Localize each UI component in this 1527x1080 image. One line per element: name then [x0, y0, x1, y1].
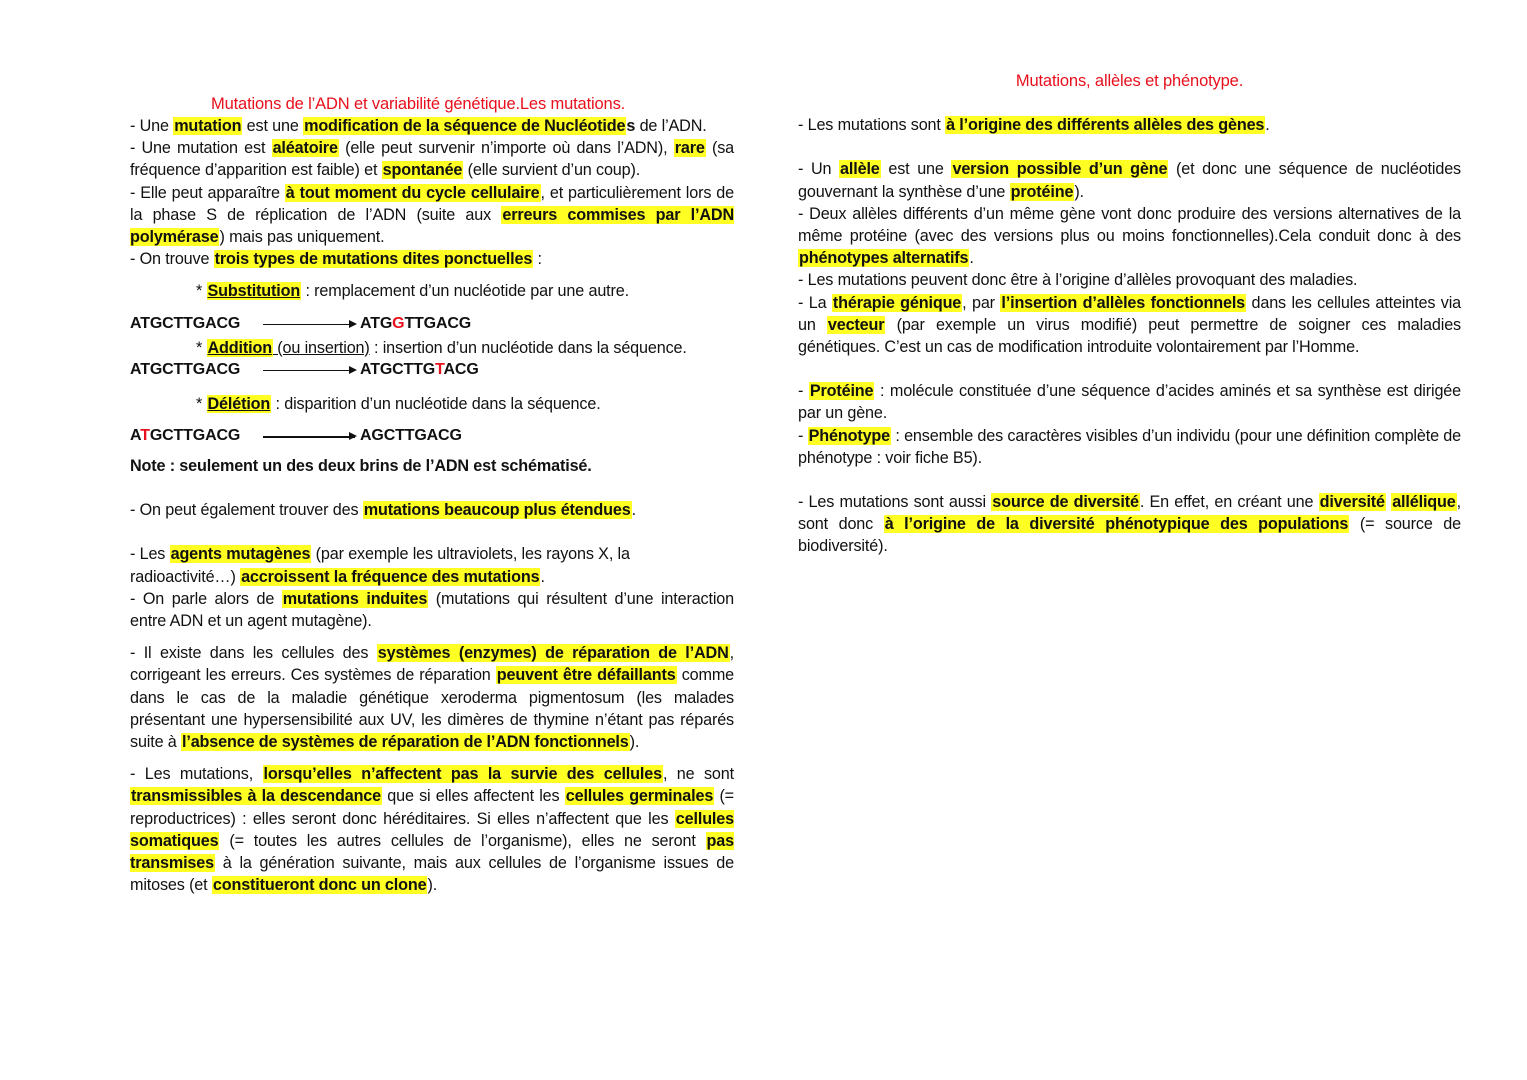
text-run: : ensemble des caractères visibles d’un individu (pour une définition complète de phénotype : voir fiche B5). — [798, 426, 1461, 467]
text-run: . En effet, en créant une — [1139, 493, 1319, 512]
text-run: - — [798, 426, 808, 445]
text-run: ) mais pas uniquement. — [219, 228, 385, 247]
mutation-type-name: Addition — [207, 338, 272, 357]
highlighted-term: spontanée — [382, 161, 463, 180]
paragraph-r8 — [798, 491, 1461, 558]
highlighted-term: mutations induites — [282, 589, 428, 608]
mutation-type-desc: : disparition d’un nucléotide dans la séquence. — [271, 394, 601, 413]
mutated-base: T — [435, 360, 444, 378]
left-intro-paragraphs — [130, 115, 734, 270]
highlighted-term: lorsqu’elles n’affectent pas la survie des cellules — [263, 765, 662, 784]
highlighted-term: à tout moment du cycle cellulaire — [285, 183, 540, 202]
paragraph-r4 — [798, 269, 1461, 291]
text-run: (sa fréquence d’apparition est faible) et — [130, 139, 735, 180]
paragraph-p3 — [130, 182, 734, 249]
text-run: AGCTTGACG — [360, 427, 462, 445]
text-run: - Les mutations, — [130, 765, 263, 784]
text-run: ATG — [360, 314, 393, 332]
text-run: (et donc une séquence de nucléotides gouvernant la synthèse d’une — [798, 160, 1461, 201]
text-run: (elle survient d’un coup). — [463, 161, 641, 180]
paragraph-p9 — [130, 763, 734, 896]
text-run: A — [130, 427, 141, 445]
mutation-type-1: * Addition (ou insertion) : insertion d’un nucléotide dans la séquence. — [196, 338, 687, 357]
highlighted-term: allélique — [1392, 493, 1456, 512]
text-run: - On trouve — [130, 250, 214, 269]
left-more-paragraphs — [130, 477, 734, 896]
paragraph-r6 — [798, 380, 1461, 424]
arrow-right-icon — [263, 436, 355, 438]
text-run: (elle peut survenir n’importe où dans l’ADN), — [338, 139, 674, 158]
highlighted-term: à l’origine des différents allèles des gènes — [946, 116, 1265, 135]
paragraph-r1 — [798, 114, 1461, 136]
text-run: : molécule constituée d’une séquence d’acides aminés et sa synthèse est dirigée par un gène. — [798, 382, 1462, 423]
highlighted-term: mutations beaucoup plus étendues — [363, 501, 631, 520]
paragraph-r7 — [798, 425, 1461, 469]
text-run: (par exemple les ultraviolets, les rayons X, la radioactivité…) — [130, 545, 630, 586]
text-run: de l’ADN. — [635, 117, 707, 135]
highlighted-term: Protéine — [809, 382, 874, 401]
text-run: (mutations qui résultent d’une interaction entre ADN et un agent mutagène). — [130, 589, 734, 631]
mutated-base: G — [392, 314, 405, 332]
text-run: , et particulièrement lors de la phase S de réplication de l’ADN (suite aux — [130, 183, 734, 224]
mutation-type-desc: : insertion d’un nucléotide dans la séquence. — [369, 338, 687, 357]
text-run: - — [798, 382, 809, 401]
paragraph-p5 — [130, 499, 734, 521]
text-run: que si elles affectent les — [382, 787, 565, 806]
highlighted-term: modification de la séquence de Nucléotide — [304, 117, 626, 135]
right-section-title: Mutations, allèles et phénotype. — [1015, 72, 1244, 90]
text-run: ). — [427, 876, 438, 895]
text-run: est une — [880, 160, 952, 179]
right-paragraphs — [798, 114, 1461, 557]
text-run: est une — [242, 117, 304, 135]
sequence-example — [130, 313, 734, 337]
mutation-types-list — [130, 270, 734, 449]
highlighted-term: accroissent la fréquence des mutations — [241, 567, 540, 586]
text-run: . — [969, 249, 974, 268]
mutation-type-name: Substitution — [207, 282, 301, 301]
paragraph-r5 — [798, 292, 1461, 359]
mutation-type-desc: : remplacement d’un nucléotide par une autre. — [301, 282, 629, 301]
highlighted-term: vecteur — [827, 315, 885, 334]
text-run: - Il existe dans les cellules des — [130, 644, 377, 663]
text-run: - Les mutations sont aussi — [798, 493, 992, 512]
text-run: ATGCTTGACG — [130, 314, 241, 332]
highlighted-term: version possible d’un gène — [952, 160, 1168, 179]
highlighted-term: Phénotype — [808, 426, 891, 445]
bold-text: s — [626, 117, 636, 135]
highlighted-term: thérapie génique — [832, 293, 962, 312]
text-run: . — [1265, 116, 1270, 135]
text-run: . — [631, 501, 636, 520]
text-run: (= reproductrices) : elles seront donc héréditaires. Si elles n’affectent que les — [130, 787, 734, 828]
text-run: (= source de biodiversité). — [798, 515, 1461, 556]
text-run: - Elle peut apparaître — [130, 183, 285, 202]
highlighted-term: l’absence de systèmes de réparation de l’ADN fonctionnels — [182, 733, 629, 752]
paragraph-p6 — [130, 543, 734, 587]
text-run: - Un — [798, 160, 840, 179]
highlighted-term: systèmes (enzymes) de réparation de l’ADN — [377, 644, 729, 663]
arrow-right-icon — [263, 370, 355, 372]
highlighted-term: allèle — [840, 160, 880, 179]
highlighted-term: transmissibles à la descendance — [131, 787, 382, 806]
text-run: ). — [1074, 182, 1084, 201]
highlighted-term: rare — [674, 139, 705, 158]
paragraph-r3 — [798, 203, 1461, 270]
highlighted-term: agents mutagènes — [170, 545, 311, 564]
arrow-right-icon — [263, 324, 355, 326]
text-run: , sont donc — [798, 493, 1461, 534]
paragraph-p8 — [130, 642, 734, 753]
paragraph-p7 — [130, 588, 734, 632]
highlighted-term: pas transmises — [130, 831, 734, 873]
right-column — [798, 70, 1461, 558]
text-run: ATGCTTG — [360, 360, 436, 378]
mutation-type-2: * Délétion : disparition d’un nucléotide dans la séquence. — [196, 394, 601, 413]
highlighted-term: phénotypes alternatifs — [799, 249, 969, 268]
text-run: - La — [798, 293, 832, 312]
text-run: , corrigeant les erreurs. Ces systèmes de réparation — [130, 644, 734, 685]
text-run: : — [533, 250, 542, 269]
paragraph-p1 — [130, 115, 734, 137]
text-run: - Les mutations peuvent donc être à l’origine d’allèles provoquant des maladies. — [798, 271, 1358, 290]
mutated-sequence — [360, 425, 462, 447]
text-run: ACG — [443, 360, 479, 378]
highlighted-term: source de diversité — [992, 493, 1139, 512]
original-sequence — [130, 425, 240, 447]
text-run: - Les — [130, 545, 170, 564]
text-run: TTGACG — [404, 314, 472, 332]
highlighted-term: erreurs commises par l’ADN polymérase — [130, 205, 734, 247]
mutated-sequence — [360, 359, 479, 381]
text-run: ATGCTTGACG — [130, 360, 241, 378]
mutated-sequence — [360, 313, 471, 335]
highlighted-term: aléatoire — [272, 139, 338, 158]
mutation-type-alias: (ou insertion) — [272, 338, 370, 357]
highlighted-term: cellules germinales — [565, 787, 714, 806]
left-section-title: Mutations de l’ADN et variabilité génétique.Les mutations. — [211, 95, 626, 113]
highlighted-term: l’insertion d’allèles fonctionnels — [1001, 293, 1246, 312]
left-column — [130, 93, 734, 896]
text-run: - On peut également trouver des — [130, 501, 363, 520]
text-run: - Une mutation est — [130, 139, 272, 158]
highlighted-term: peuvent être défaillants — [496, 666, 676, 685]
original-sequence — [130, 313, 240, 335]
highlighted-term: constitueront donc un clone — [212, 876, 427, 895]
highlighted-term: à l’origine de la diversité phénotypique des populations — [884, 515, 1349, 534]
text-run: ). — [629, 733, 640, 752]
highlighted-term: cellules somatiques — [130, 809, 734, 850]
highlighted-term: mutation — [174, 117, 242, 135]
text-run: dans les cellules atteintes via un — [798, 293, 1461, 334]
text-run: , par — [962, 293, 1001, 312]
text-run: à la génération suivante, mais aux cellules de l’organisme issues de mitoses (et — [130, 854, 734, 895]
schema-note: Note : seulement un des deux brins de l’ADN est schématisé. — [130, 457, 592, 476]
text-run: - Deux allèles différents d’un même gène vont donc produire des versions alternatives de la même protéine (avec des versions plus ou moins fonctionnelles).Cela conduit donc à des — [798, 204, 1461, 246]
text-run: . — [540, 567, 545, 586]
paragraph-p2 — [130, 137, 734, 181]
text-run: comme dans le cas de la maladie génétique xeroderma pigmentosum (les malades présentant une hypersensibilité aux UV, les dimères de thymine n’étant pas réparés suite à — [130, 666, 735, 752]
mutation-type-name: Délétion — [207, 394, 271, 413]
text-run: - On parle alors de — [130, 589, 282, 608]
highlighted-term: diversité — [1319, 493, 1385, 512]
text-run: , ne sont — [662, 765, 734, 784]
text-run: - Les mutations sont — [798, 116, 946, 135]
text-run: - Une — [130, 117, 174, 135]
sequence-example — [130, 359, 734, 383]
highlighted-term: protéine — [1010, 182, 1074, 201]
mutation-type-0: * Substitution : remplacement d’un nucléotide par une autre. — [196, 282, 629, 301]
paragraph-p4 — [130, 248, 734, 270]
original-sequence — [130, 359, 240, 381]
text-run: GCTTGACG — [149, 427, 241, 445]
text-run: (= toutes les autres cellules de l’organisme), elles ne seront — [219, 831, 706, 850]
paragraph-r2 — [798, 158, 1461, 202]
mutated-base: T — [140, 427, 150, 445]
highlighted-term: trois types de mutations dites ponctuelles — [214, 250, 533, 269]
text-run: (par exemple un virus modifié) peut permettre de soigner ces maladies génétiques. C’est un cas de modification introduite volontairement par l’Homme. — [798, 315, 1461, 357]
sequence-example — [130, 425, 734, 449]
